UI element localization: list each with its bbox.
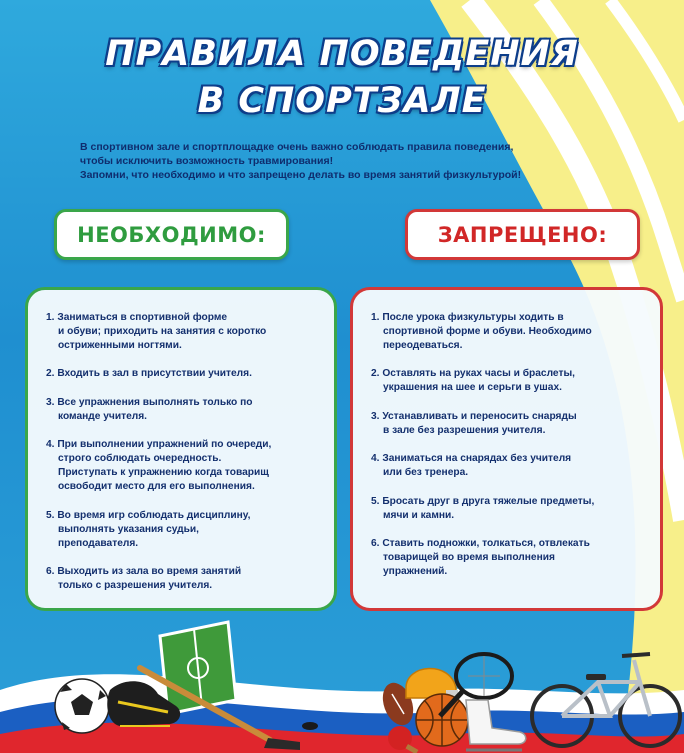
rule-line: 1. После урока физкультуры ходить в: [371, 312, 564, 323]
bicycle-icon: [532, 654, 680, 746]
poster-title-line-1: ПРАВИЛА ПОВЕДЕНИЯ: [105, 34, 579, 74]
rule-line: остриженными ногтями.: [58, 340, 182, 351]
sports-equipment-illustrations: [0, 600, 684, 753]
basketball-icon: [416, 694, 468, 746]
rule-line: 4. При выполнении упражнений по очереди,: [46, 439, 272, 450]
rule-line: преподавателя.: [58, 538, 139, 549]
intro-text-line: Запомни, что необходимо и что запрещено делать во время занятий физкультурой!: [80, 169, 522, 181]
rule-line: 2. Входить в зал в присутствии учителя.: [46, 368, 252, 379]
rule-line: упражнений.: [383, 566, 448, 577]
intro-text-line: чтобы исключить возможность травмирования!: [80, 155, 334, 167]
rule-line: строго соблюдать очередность.: [58, 453, 222, 464]
rule-line: переодеваться.: [383, 340, 463, 351]
rule-line: и обуви; приходить на занятия с коротко: [58, 326, 267, 337]
rule-line: освободит место для его выполнения.: [58, 481, 255, 492]
rule-line: товарищей во время выполнения: [383, 552, 555, 563]
rule-line: 2. Оставлять на руках часы и браслеты,: [371, 368, 575, 379]
rule-line: команде учителя.: [58, 411, 147, 422]
rule-line: 6. Выходить из зала во время занятий: [46, 566, 242, 577]
football-ball-icon: [55, 679, 109, 733]
forbidden-heading: ЗАПРЕЩЕНО:: [405, 209, 640, 260]
rule-line: 6. Ставить подножки, толкаться, отвлекать: [371, 538, 590, 549]
necessary-rules-panel: [25, 287, 337, 611]
necessary-heading: НЕОБХОДИМО:: [54, 209, 289, 260]
poster-title-line-2: В СПОРТЗАЛЕ: [197, 81, 487, 121]
rule-line: 4. Заниматься на снарядах без учителя: [371, 453, 572, 464]
rule-line: выполнять указания судьи,: [58, 524, 199, 535]
rule-line: украшения на шее и серьги в ушах.: [383, 382, 562, 393]
rule-line: мячи и камни.: [383, 510, 455, 521]
rule-line: 1. Заниматься в спортивной форме: [46, 312, 228, 323]
rule-line: только с разрешения учителя.: [58, 580, 213, 591]
table-tennis-paddle-icon: [388, 726, 418, 753]
rule-line: спортивной форме и обуви. Необходимо: [383, 326, 592, 337]
forbidden-rules-panel: [350, 287, 663, 611]
rule-line: 3. Устанавливать и переносить снаряды: [371, 411, 577, 422]
rule-line: 3. Все упражнения выполнять только по: [46, 397, 253, 408]
rule-line: 5. Во время игр соблюдать дисциплину,: [46, 510, 251, 521]
rule-line: в зале без разрешения учителя.: [383, 425, 546, 436]
ice-skate-icon: [466, 700, 526, 750]
rule-line: 5. Бросать друг в друга тяжелые предметы,: [371, 496, 595, 507]
rule-line: Приступать к упражнению когда товарищ: [58, 467, 269, 478]
intro-text-line: В спортивном зале и спортплощадке очень важно соблюдать правила поведения,: [80, 141, 514, 153]
rule-line: или без тренера.: [383, 467, 469, 478]
